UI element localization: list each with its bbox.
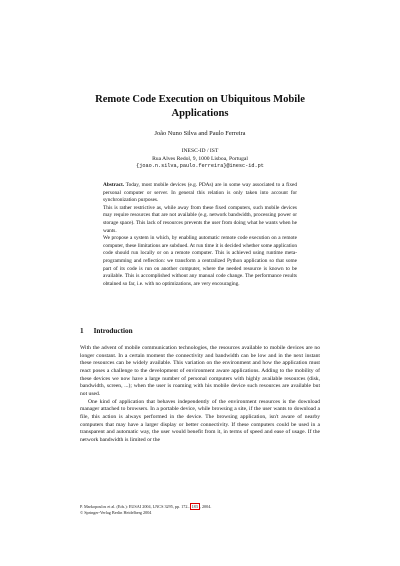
abstract-label: Abstract. <box>103 182 125 188</box>
body-paragraph-1: With the advent of mobile communication technologies, the resources available to mobile devices are no longer constant. In a certain moment the connectivity and bandwidth can be low and in the next instant these resources can be widely available. This variation on the environment and how the application must react poses a challenge to the development of environment aware applications. Adding to the mobility of these devices we now have a large number of personal computers with highly available resources (disk, bandwidth, screen, ...); when the user is roaming with his mobile device such resources are available but not used. <box>80 345 320 397</box>
footer-citation-text: P. Markopoulos et al. (Eds.): EUSAI 2004, LNCS 3295, pp. 172– <box>80 504 190 509</box>
abstract-paragraph-3: We propose a system in which, by enabling automatic remote code execution on a remote computer, these limitations are subdued. At run time it is decided whether some application code should run locally or on a remote computer. This is achieved using runtime meta-programming and reflection: we transform a centralized Python application so that some part of its code is run on another computer, where the needed resource is known to be available. This is accomplished without any manual code change. The performance results obtained so far, i.e. with no optimizations, are very encouraging. <box>103 235 297 287</box>
footer-copyright: © Springer-Verlag Berlin Heidelberg 2004 <box>80 509 152 515</box>
section-heading <box>80 327 133 335</box>
authors: João Nuno Silva and Paulo Ferreira <box>154 130 246 137</box>
abstract-paragraph-2: This is rather restrictive as, while away from these fixed computers, such mobile devices may require resources that are not available (e.g. network bandwidth, processing power or storage space). This lack of resources prevents the user from doing what he wants when he wants. <box>103 204 297 234</box>
abstract-paragraph-1 <box>103 182 297 205</box>
abstract <box>103 182 297 288</box>
paper-title <box>60 93 340 121</box>
copyright-footer <box>80 504 211 515</box>
section-title: Introduction <box>93 327 133 335</box>
section-number: 1 <box>80 327 84 335</box>
title-line-1: Remote Code Execution on Ubiquitous Mobile <box>95 94 305 105</box>
page-range-link[interactable]: 183 <box>191 504 198 509</box>
abstract-text-1: Today, most mobile devices (e.g. PDAs) are in some way associated to a fixed personal computer or server. In general this relation is only taken into account for synchronization purposes. <box>103 182 297 204</box>
footer-citation <box>80 504 211 510</box>
title-line-2: Applications <box>171 108 229 119</box>
footer-citation-end: , 2004. <box>199 504 212 509</box>
affiliation-line-1: INESC-ID / IST <box>181 148 219 154</box>
affiliation-line-2: Rua Alves Redol, 9, 1000 Lisboa, Portugal <box>152 155 248 162</box>
body-paragraph-2: One kind of application that behaves independently of the environment resources is the download manager attached to browsers. In a portable device, while browsing a site, if the user wants to download a file, this action is always performed in the device. The browsing application, isn't aware of nearby computers that may have a larger display or better connectivity. If these computers could be used in a transparent and automatic way, the user would benefit from it, in terms of speed and ease of usage. If the network bandwidth is limited or the <box>80 398 320 443</box>
affiliation <box>60 148 340 171</box>
body-text <box>80 345 320 445</box>
author-email: {joao.n.silva,paulo.ferreira}@inesc-id.pt <box>136 163 264 170</box>
